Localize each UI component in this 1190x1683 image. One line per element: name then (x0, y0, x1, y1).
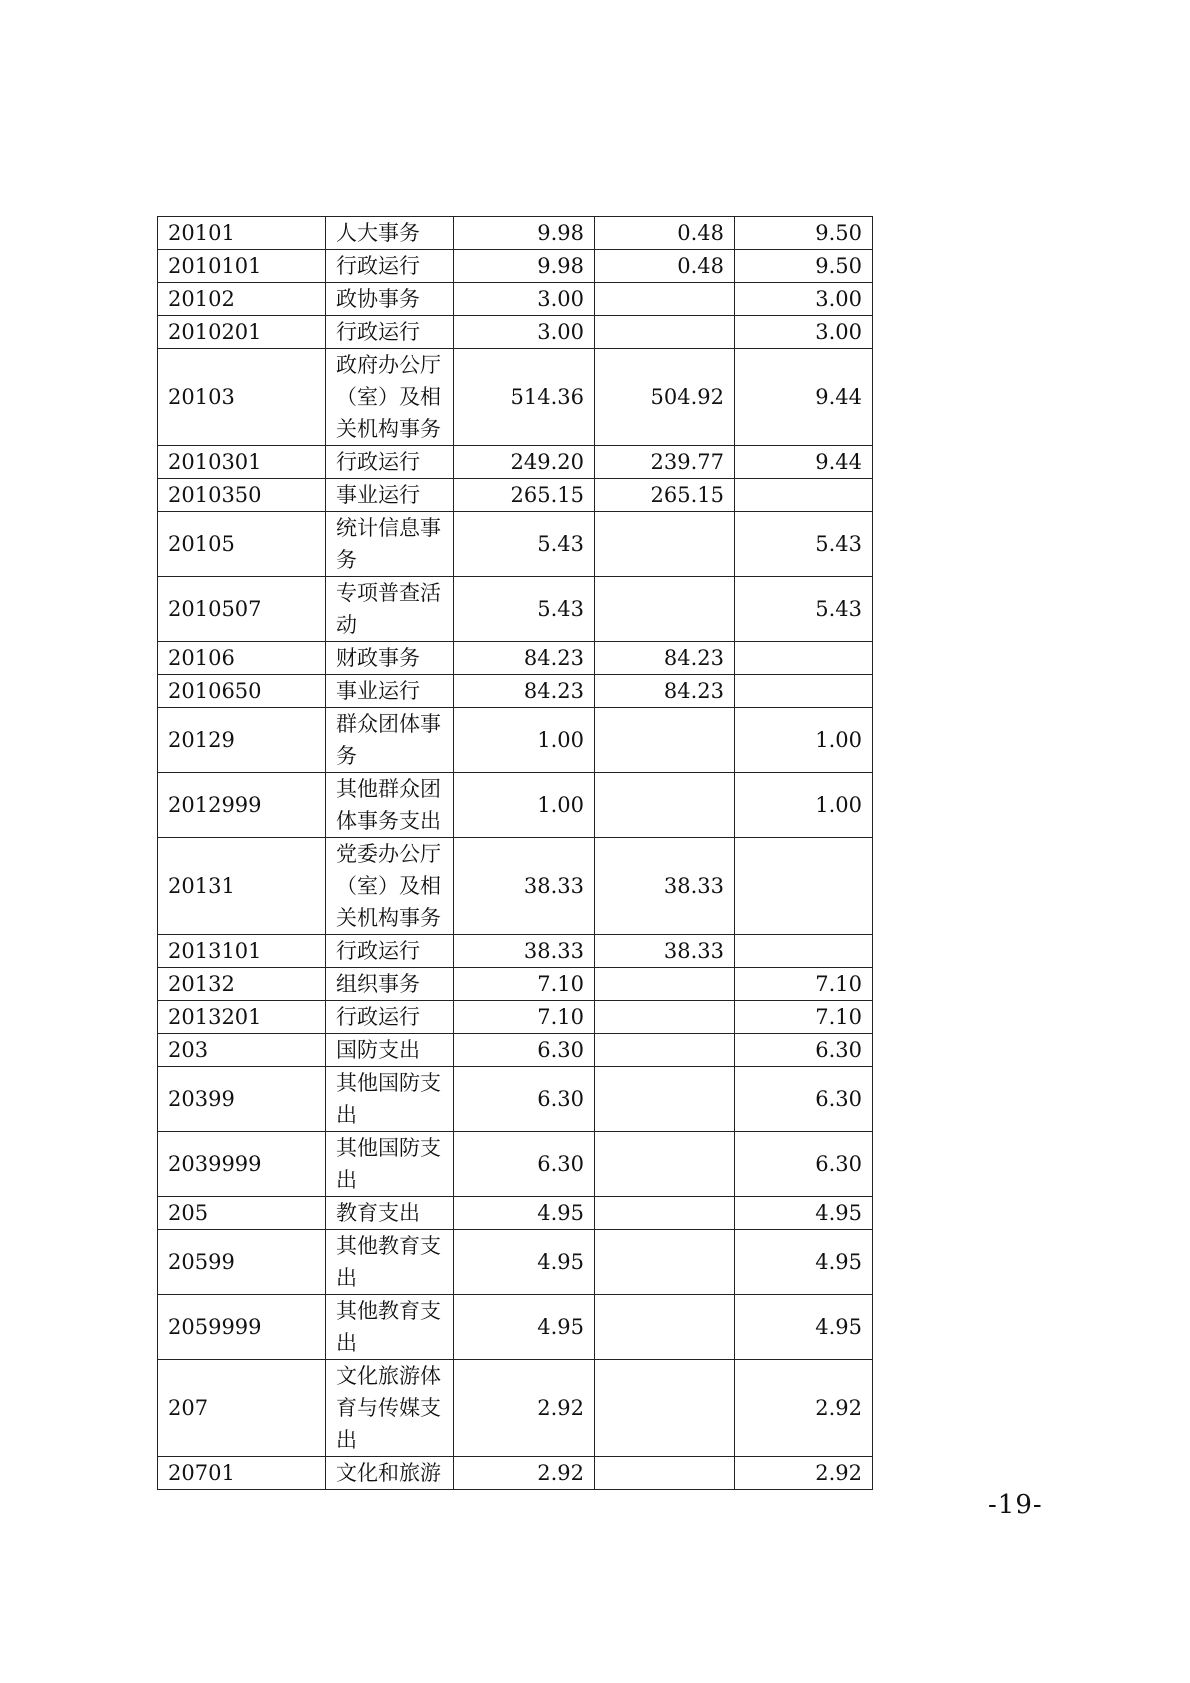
cell-basic (595, 1295, 735, 1360)
cell-code: 2012999 (158, 773, 326, 838)
cell-basic (595, 1457, 735, 1490)
cell-project (735, 838, 873, 935)
table-row (158, 1001, 873, 1034)
cell-code: 2010650 (158, 675, 326, 708)
cell-code: 20132 (158, 968, 326, 1001)
cell-basic (595, 1197, 735, 1230)
cell-name: 组织事务 (326, 968, 454, 1001)
cell-basic: 504.92 (595, 349, 735, 446)
cell-total: 3.00 (454, 283, 595, 316)
cell-basic: 0.48 (595, 217, 735, 250)
cell-basic: 239.77 (595, 446, 735, 479)
cell-total: 6.30 (454, 1034, 595, 1067)
cell-total: 2.92 (454, 1457, 595, 1490)
table-row (158, 577, 873, 642)
table-row (158, 1067, 873, 1132)
cell-project: 6.30 (735, 1067, 873, 1132)
table-row (158, 1132, 873, 1197)
cell-name: 行政运行 (326, 446, 454, 479)
cell-name: 国防支出 (326, 1034, 454, 1067)
cell-basic: 38.33 (595, 838, 735, 935)
cell-total: 3.00 (454, 316, 595, 349)
cell-project: 4.95 (735, 1230, 873, 1295)
cell-code: 20102 (158, 283, 326, 316)
cell-basic: 84.23 (595, 675, 735, 708)
cell-name: 事业运行 (326, 675, 454, 708)
cell-name: 专项普查活动 (326, 577, 454, 642)
cell-basic (595, 773, 735, 838)
cell-basic (595, 316, 735, 349)
table-row (158, 1230, 873, 1295)
cell-basic (595, 1132, 735, 1197)
cell-name: 其他国防支出 (326, 1132, 454, 1197)
cell-project: 5.43 (735, 512, 873, 577)
cell-project: 3.00 (735, 283, 873, 316)
cell-project: 3.00 (735, 316, 873, 349)
cell-basic: 84.23 (595, 642, 735, 675)
cell-name: 其他教育支出 (326, 1230, 454, 1295)
cell-project: 7.10 (735, 1001, 873, 1034)
cell-name: 政府办公厅（室）及相关机构事务 (326, 349, 454, 446)
table-row (158, 642, 873, 675)
cell-project: 5.43 (735, 577, 873, 642)
table-row (158, 479, 873, 512)
cell-basic: 38.33 (595, 935, 735, 968)
table-row (158, 773, 873, 838)
cell-basic: 265.15 (595, 479, 735, 512)
cell-total: 6.30 (454, 1132, 595, 1197)
cell-total: 4.95 (454, 1197, 595, 1230)
cell-name: 文化和旅游 (326, 1457, 454, 1490)
table-row (158, 250, 873, 283)
cell-total: 265.15 (454, 479, 595, 512)
cell-total: 249.20 (454, 446, 595, 479)
table-row (158, 1295, 873, 1360)
cell-name: 政协事务 (326, 283, 454, 316)
cell-code: 2059999 (158, 1295, 326, 1360)
cell-code: 20131 (158, 838, 326, 935)
cell-project: 2.92 (735, 1360, 873, 1457)
cell-code: 2010101 (158, 250, 326, 283)
cell-total: 38.33 (454, 935, 595, 968)
cell-total: 7.10 (454, 1001, 595, 1034)
cell-basic (595, 512, 735, 577)
cell-name: 其他国防支出 (326, 1067, 454, 1132)
cell-name: 人大事务 (326, 217, 454, 250)
table-row (158, 838, 873, 935)
cell-basic (595, 1067, 735, 1132)
cell-project: 1.00 (735, 773, 873, 838)
cell-basic (595, 577, 735, 642)
cell-basic (595, 1034, 735, 1067)
cell-total: 514.36 (454, 349, 595, 446)
cell-name: 群众团体事务 (326, 708, 454, 773)
cell-total: 9.98 (454, 250, 595, 283)
cell-basic (595, 1230, 735, 1295)
cell-name: 行政运行 (326, 1001, 454, 1034)
cell-total: 7.10 (454, 968, 595, 1001)
cell-project: 9.44 (735, 349, 873, 446)
cell-name: 行政运行 (326, 316, 454, 349)
cell-name: 事业运行 (326, 479, 454, 512)
table-row (158, 675, 873, 708)
cell-project: 1.00 (735, 708, 873, 773)
cell-code: 20105 (158, 512, 326, 577)
cell-code: 20129 (158, 708, 326, 773)
cell-code: 2010507 (158, 577, 326, 642)
cell-code: 205 (158, 1197, 326, 1230)
cell-code: 20106 (158, 642, 326, 675)
budget-table-body (158, 217, 873, 1490)
cell-basic (595, 1360, 735, 1457)
table-row (158, 1360, 873, 1457)
cell-name: 教育支出 (326, 1197, 454, 1230)
table-row (158, 446, 873, 479)
cell-project (735, 675, 873, 708)
cell-code: 20599 (158, 1230, 326, 1295)
table-row (158, 217, 873, 250)
cell-total: 5.43 (454, 577, 595, 642)
cell-code: 2010201 (158, 316, 326, 349)
table-row (158, 1034, 873, 1067)
table-row (158, 708, 873, 773)
table-row (158, 1457, 873, 1490)
cell-project: 7.10 (735, 968, 873, 1001)
cell-project: 4.95 (735, 1197, 873, 1230)
cell-code: 203 (158, 1034, 326, 1067)
cell-name: 行政运行 (326, 935, 454, 968)
cell-total: 84.23 (454, 642, 595, 675)
cell-name: 党委办公厅（室）及相关机构事务 (326, 838, 454, 935)
cell-code: 2013101 (158, 935, 326, 968)
cell-project: 6.30 (735, 1132, 873, 1197)
cell-code: 20101 (158, 217, 326, 250)
cell-name: 其他群众团体事务支出 (326, 773, 454, 838)
cell-name: 统计信息事务 (326, 512, 454, 577)
table-row (158, 283, 873, 316)
page-number: -19- (988, 1490, 1043, 1520)
cell-project: 9.44 (735, 446, 873, 479)
cell-total: 2.92 (454, 1360, 595, 1457)
cell-code: 2010350 (158, 479, 326, 512)
cell-total: 38.33 (454, 838, 595, 935)
cell-name: 其他教育支出 (326, 1295, 454, 1360)
cell-project: 2.92 (735, 1457, 873, 1490)
cell-project: 9.50 (735, 217, 873, 250)
cell-project: 9.50 (735, 250, 873, 283)
cell-code: 2039999 (158, 1132, 326, 1197)
cell-name: 财政事务 (326, 642, 454, 675)
cell-basic: 0.48 (595, 250, 735, 283)
table-row (158, 349, 873, 446)
cell-total: 1.00 (454, 708, 595, 773)
cell-total: 6.30 (454, 1067, 595, 1132)
table-row (158, 935, 873, 968)
cell-total: 4.95 (454, 1295, 595, 1360)
cell-project (735, 479, 873, 512)
table-row (158, 512, 873, 577)
cell-project (735, 935, 873, 968)
cell-project: 4.95 (735, 1295, 873, 1360)
cell-name: 文化旅游体育与传媒支出 (326, 1360, 454, 1457)
cell-code: 20103 (158, 349, 326, 446)
cell-total: 5.43 (454, 512, 595, 577)
budget-table (157, 216, 873, 1490)
cell-total: 84.23 (454, 675, 595, 708)
cell-project: 6.30 (735, 1034, 873, 1067)
cell-code: 207 (158, 1360, 326, 1457)
cell-basic (595, 708, 735, 773)
cell-code: 20701 (158, 1457, 326, 1490)
cell-code: 20399 (158, 1067, 326, 1132)
cell-project (735, 642, 873, 675)
table-row (158, 316, 873, 349)
cell-name: 行政运行 (326, 250, 454, 283)
table-row (158, 1197, 873, 1230)
table-row (158, 968, 873, 1001)
cell-code: 2010301 (158, 446, 326, 479)
cell-code: 2013201 (158, 1001, 326, 1034)
cell-basic (595, 968, 735, 1001)
cell-basic (595, 1001, 735, 1034)
cell-total: 9.98 (454, 217, 595, 250)
cell-total: 4.95 (454, 1230, 595, 1295)
cell-basic (595, 283, 735, 316)
cell-total: 1.00 (454, 773, 595, 838)
